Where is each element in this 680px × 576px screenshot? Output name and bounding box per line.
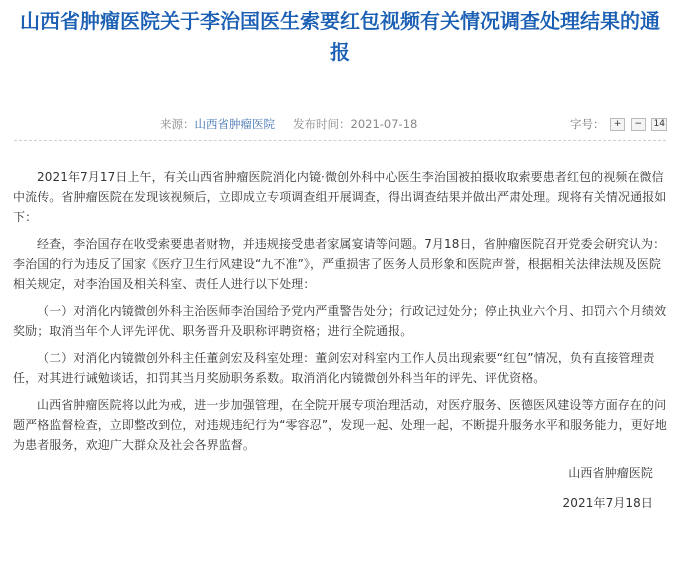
paragraph-penalty-2: （二）对消化内镜微创外科主任董剑宏及科室处理：董剑宏对科室内工作人员出现索要“红包”情况，负有直接管理责任，对其进行诫勉谈话，扣罚其当月奖励职务系数。取消消化内镜微创外科当年的评先、评优资格。	[13, 351, 655, 385]
article-body	[13, 167, 667, 513]
article-title: 山西省肿瘤医院关于李治国医生索要红包视频有关情况调查处理结果的通报	[20, 9, 660, 64]
publish-time: 2021-07-18	[350, 117, 418, 131]
font-decrease-button[interactable]: −	[631, 118, 646, 131]
paragraph-findings: 经查，李治国存在收受索要患者财物，并违规接受患者家属宴请等问题。7月18日，省肿瘤医院召开党委会研究认为：李治国的行为违反了国家《医疗卫生行风建设“九不准”》，严重损害了医务人员形象和医院声誉，根据相关法律法规及医院相关规定，对李治国及相关科室、责任人进行以下处理：	[13, 237, 666, 291]
signature: 山西省肿瘤医院	[568, 466, 653, 480]
paragraph-penalty-1: （一）对消化内镜微创外科主治医师李治国给予党内严重警告处分；行政记过处分；停止执业六个月、扣罚六个月绩效奖励；取消当年个人评先评优、职务晋升及职称评聘资格；进行全院通报。	[13, 304, 667, 338]
paragraph-intro: 2021年7月17日上午，有关山西省肿瘤医院消化内镜·微创外科中心医生李治国被拍摄收取索要患者红包的视频在微信中流传。省肿瘤医院在发现该视频后，立即成立专项调查组开展调查，得出调查结果并做出严肃处理。现将有关情况通报如下：	[13, 170, 667, 224]
signature-date: 2021年7月18日	[562, 496, 653, 510]
source-label: 来源：	[160, 117, 195, 131]
paragraph-conclusion: 山西省肿瘤医院将以此为戒，进一步加强管理，在全院开展专项治理活动，对医疗服务、医德医风建设等方面存在的问题严格监督检查，立即整改到位，对违规违纪行为“零容忍”，发现一起、处理一起，不断提升服务水平和服务能力，更好地为患者服务，欢迎广大群众及社会各界监督。	[13, 398, 667, 452]
source-link[interactable]: 山西省肿瘤医院	[194, 117, 275, 131]
article-meta	[0, 113, 680, 133]
font-size-label: 字号：	[570, 117, 605, 131]
font-increase-button[interactable]: +	[610, 118, 625, 131]
font-size-value[interactable]: 14	[653, 119, 665, 129]
meta-divider	[14, 140, 666, 141]
font-size-control	[570, 116, 667, 132]
publish-time-label: 发布时间：	[293, 117, 351, 131]
source-info	[160, 116, 417, 132]
